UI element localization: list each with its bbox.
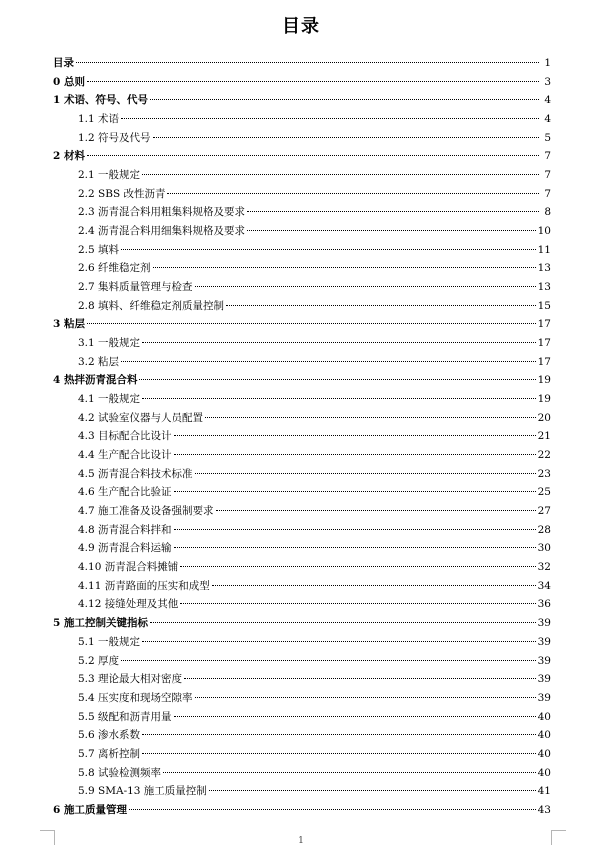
toc-entry-title: 0 总则 — [53, 75, 85, 88]
table-of-contents — [53, 54, 551, 820]
toc-entry[interactable] — [53, 297, 551, 316]
dot-leader — [87, 323, 536, 324]
toc-entry-page-number: 7 — [544, 150, 551, 163]
toc-entry-title: 4.2 试验室仪器与人员配置 — [78, 411, 204, 424]
toc-entry-page-number: 20 — [537, 411, 551, 424]
toc-entry[interactable] — [53, 539, 551, 558]
toc-entry-page-number: 30 — [537, 542, 551, 555]
dot-leader — [174, 435, 536, 436]
toc-entry[interactable] — [53, 502, 551, 521]
toc-entry[interactable] — [53, 577, 551, 596]
toc-entry-page-number: 40 — [537, 710, 551, 723]
toc-entry-title: 5.3 理论最大相对密度 — [78, 673, 183, 686]
dot-leader — [150, 622, 536, 623]
toc-entry-title: 4 热拌沥青混合料 — [53, 374, 138, 387]
page-title: 目录 — [282, 16, 320, 37]
toc-entry-page-number: 41 — [537, 785, 551, 798]
toc-entry-title: 4.3 目标配合比设计 — [78, 430, 172, 443]
toc-entry-page-number: 11 — [537, 243, 551, 256]
toc-entry-title: 5.2 厚度 — [78, 654, 120, 667]
toc-entry-page-number: 27 — [537, 505, 551, 518]
toc-entry-page-number: 13 — [537, 262, 551, 275]
toc-entry[interactable] — [53, 91, 551, 110]
dot-leader — [216, 510, 536, 511]
dot-leader — [153, 137, 539, 138]
dot-leader — [142, 734, 536, 735]
toc-entry[interactable] — [53, 558, 551, 577]
toc-entry[interactable] — [53, 203, 551, 222]
footer-page-number: 1 — [298, 836, 304, 846]
toc-entry-page-number: 28 — [537, 523, 551, 536]
toc-entry[interactable] — [53, 353, 551, 372]
toc-entry[interactable] — [53, 222, 551, 241]
toc-entry-title: 3 粘层 — [53, 318, 85, 331]
toc-entry-title: 4.9 沥青混合料运输 — [78, 542, 172, 555]
dot-leader — [180, 603, 535, 604]
toc-entry-page-number: 39 — [537, 654, 551, 667]
toc-entry-title: 5.6 渗水系数 — [78, 729, 141, 742]
dot-leader — [174, 454, 536, 455]
dot-leader — [195, 697, 536, 698]
toc-entry[interactable] — [53, 521, 551, 540]
toc-entry[interactable] — [53, 633, 551, 652]
dot-leader — [142, 342, 536, 343]
toc-entry[interactable] — [53, 764, 551, 783]
toc-entry[interactable] — [53, 129, 551, 148]
toc-entry-title: 2.6 纤维稳定剂 — [78, 262, 151, 275]
toc-entry-page-number: 17 — [537, 337, 551, 350]
toc-entry-page-number: 22 — [537, 449, 551, 462]
toc-entry-title: 目录 — [53, 57, 74, 69]
toc-entry-page-number: 10 — [537, 225, 551, 238]
toc-entry[interactable] — [53, 465, 551, 484]
toc-entry[interactable] — [53, 614, 551, 633]
toc-entry-page-number: 13 — [537, 281, 551, 294]
dot-leader — [142, 398, 536, 399]
toc-entry-title: 4.7 施工准备及设备强制要求 — [78, 505, 214, 518]
toc-entry-page-number: 25 — [537, 486, 551, 499]
toc-entry[interactable] — [53, 371, 551, 390]
dot-leader — [195, 286, 536, 287]
toc-entry[interactable] — [53, 259, 551, 278]
toc-entry-title: 2.8 填料、纤维稳定剂质量控制 — [78, 299, 225, 312]
toc-entry-title: 3.2 粘层 — [78, 355, 120, 368]
toc-entry[interactable] — [53, 315, 551, 334]
toc-entry[interactable] — [53, 110, 551, 129]
toc-entry-title: 5.9 SMA-13 施工质量控制 — [78, 785, 207, 798]
toc-entry-page-number: 17 — [537, 318, 551, 331]
toc-entry-title: 4.11 沥青路面的压实和成型 — [78, 579, 210, 592]
toc-entry-page-number: 8 — [544, 206, 551, 219]
toc-entry-page-number: 39 — [537, 673, 551, 686]
toc-entry-page-number: 32 — [537, 561, 551, 574]
toc-entry-title: 5.7 离析控制 — [78, 747, 141, 760]
dot-leader — [142, 174, 539, 175]
toc-entry[interactable] — [53, 483, 551, 502]
dot-leader — [247, 211, 539, 212]
dot-leader — [153, 267, 536, 268]
dot-leader — [247, 230, 536, 231]
toc-entry-title: 5.4 压实度和现场空隙率 — [78, 691, 193, 704]
toc-entry[interactable] — [53, 670, 551, 689]
toc-entry-title: 3.1 一般规定 — [78, 337, 141, 350]
toc-entry-title: 5.8 试验检测频率 — [78, 766, 162, 779]
toc-entry[interactable] — [53, 147, 551, 166]
dot-leader — [184, 678, 536, 679]
toc-entry-title: 4.1 一般规定 — [78, 393, 141, 406]
dot-leader — [139, 379, 535, 380]
toc-entry-page-number: 34 — [537, 579, 551, 592]
dot-leader — [87, 155, 539, 156]
dot-leader — [121, 118, 539, 119]
toc-entry[interactable] — [53, 595, 551, 614]
toc-entry[interactable] — [53, 334, 551, 353]
toc-entry-page-number: 40 — [537, 747, 551, 760]
toc-entry-title: 6 施工质量管理 — [53, 803, 127, 816]
dot-leader — [174, 529, 536, 530]
dot-leader — [163, 772, 536, 773]
toc-entry-title: 2.3 沥青混合料用粗集料规格及要求 — [78, 206, 246, 219]
toc-entry-page-number: 39 — [537, 691, 551, 704]
toc-entry-page-number: 40 — [537, 766, 551, 779]
toc-entry[interactable] — [53, 446, 551, 465]
toc-entry-page-number: 36 — [537, 598, 551, 611]
toc-entry-title: 5.1 一般规定 — [78, 635, 141, 648]
dot-leader — [121, 660, 536, 661]
toc-entry[interactable] — [53, 726, 551, 745]
toc-entry-page-number: 15 — [537, 299, 551, 312]
dot-leader — [174, 547, 536, 548]
dot-leader — [76, 62, 539, 63]
toc-entry-page-number: 1 — [544, 57, 551, 69]
toc-entry[interactable] — [53, 652, 551, 671]
toc-entry-page-number: 19 — [537, 374, 551, 387]
toc-entry-title: 2.7 集料质量管理与检查 — [78, 281, 193, 294]
toc-entry[interactable] — [53, 782, 551, 801]
toc-entry-page-number: 4 — [544, 113, 551, 126]
dot-leader — [174, 716, 536, 717]
toc-entry-page-number: 39 — [537, 635, 551, 648]
toc-entry-title: 4.6 生产配合比验证 — [78, 486, 172, 499]
dot-leader — [226, 305, 536, 306]
toc-entry-title: 4.5 沥青混合料技术标准 — [78, 467, 193, 480]
toc-entry[interactable] — [53, 409, 551, 428]
toc-entry-page-number: 7 — [544, 169, 551, 182]
dot-leader — [205, 417, 536, 418]
toc-entry-title: 2.4 沥青混合料用细集料规格及要求 — [78, 225, 246, 238]
toc-entry[interactable] — [53, 73, 551, 92]
dot-leader — [121, 361, 536, 362]
toc-entry-title: 2.1 一般规定 — [78, 169, 141, 182]
toc-entry-title: 4.8 沥青混合料拌和 — [78, 523, 172, 536]
toc-entry-page-number: 43 — [537, 803, 551, 816]
dot-leader — [129, 809, 536, 810]
toc-entry-page-number: 40 — [537, 729, 551, 742]
toc-entry-page-number: 5 — [544, 131, 551, 144]
toc-entry-page-number: 23 — [537, 467, 551, 480]
toc-entry[interactable] — [53, 745, 551, 764]
toc-entry-page-number: 4 — [544, 94, 551, 107]
toc-entry[interactable] — [53, 708, 551, 727]
toc-entry[interactable] — [53, 185, 551, 204]
toc-entry-title: 2.5 填料 — [78, 243, 120, 256]
toc-entry-title: 5 施工控制关键指标 — [53, 617, 148, 630]
toc-entry-title: 1.2 符号及代号 — [78, 131, 151, 144]
dot-leader — [212, 585, 536, 586]
toc-entry[interactable] — [53, 54, 551, 73]
toc-entry-page-number: 3 — [544, 75, 551, 88]
toc-entry[interactable] — [53, 241, 551, 260]
dot-leader — [150, 99, 539, 100]
toc-entry-title: 4.12 接缝处理及其他 — [78, 598, 179, 611]
dot-leader — [209, 790, 536, 791]
toc-entry[interactable] — [53, 689, 551, 708]
dot-leader — [180, 566, 535, 567]
toc-entry[interactable] — [53, 427, 551, 446]
toc-entry-title: 2.2 SBS 改性沥青 — [78, 187, 166, 200]
toc-entry-title: 5.5 级配和沥青用量 — [78, 710, 172, 723]
toc-entry[interactable] — [53, 390, 551, 409]
dot-leader — [167, 193, 539, 194]
toc-entry-title: 2 材料 — [53, 150, 85, 163]
toc-entry[interactable] — [53, 801, 551, 820]
toc-entry-title: 1.1 术语 — [78, 113, 120, 126]
toc-entry-page-number: 39 — [537, 617, 551, 630]
toc-entry[interactable] — [53, 166, 551, 185]
dot-leader — [142, 753, 536, 754]
toc-entry-page-number: 19 — [537, 393, 551, 406]
toc-entry-title: 4.4 生产配合比设计 — [78, 449, 172, 462]
toc-entry-page-number: 7 — [544, 187, 551, 200]
toc-entry-title: 1 术语、符号、代号 — [53, 94, 148, 107]
toc-entry[interactable] — [53, 278, 551, 297]
dot-leader — [87, 81, 539, 82]
toc-entry-page-number: 17 — [537, 355, 551, 368]
dot-leader — [195, 473, 536, 474]
dot-leader — [174, 491, 536, 492]
dot-leader — [142, 641, 536, 642]
toc-entry-page-number: 21 — [537, 430, 551, 443]
toc-entry-title: 4.10 沥青混合料摊铺 — [78, 561, 179, 574]
dot-leader — [121, 249, 536, 250]
